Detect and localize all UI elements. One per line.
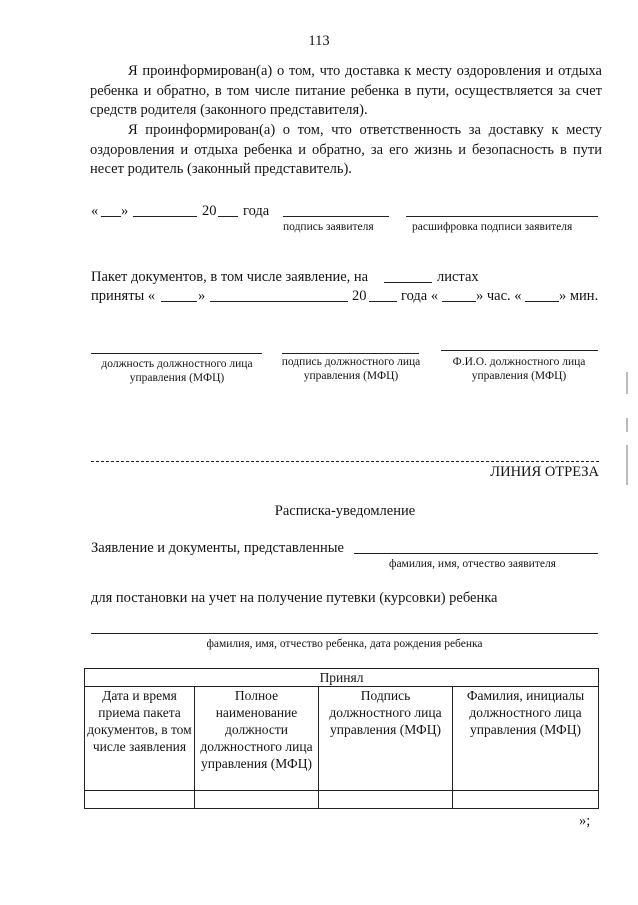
receipt-table-header-row: [85, 669, 599, 687]
month-blank[interactable]: [133, 216, 197, 217]
receipt-statement-prefix: Заявление и документы, представленные: [91, 540, 344, 556]
caption-official-signature: подпись должностного лица управления (МФЦ): [281, 356, 421, 382]
receipt-title: Расписка-уведомление: [274, 503, 416, 519]
caption-official-fio: Ф.И.О. должностного лица управления (МФЦ): [452, 356, 586, 382]
date-close-quote: »: [121, 203, 129, 219]
cell-fio-input[interactable]: [453, 791, 599, 809]
day-blank[interactable]: [101, 216, 121, 217]
package-line-1-text: Пакет документов, в том числе заявление, на: [91, 269, 369, 285]
caption-official-position: должность должностного лица управления (МФЦ): [101, 358, 253, 384]
column-fio: Фамилия, инициалы должностного лица управления (МФЦ): [453, 687, 599, 791]
info-paragraph-2-text: Я проинформирован(а) о том, что ответственность за доставку к месту оздоровления и отдыха ребенка и обратно, за его жизнь и безопасность в пути несет родитель (законный представитель).: [90, 122, 602, 177]
receipt-table-blank-row: [85, 791, 599, 809]
accepted-year-word: года «: [401, 288, 439, 304]
cell-position-input[interactable]: [195, 791, 319, 809]
receipt-table-columns-row: [85, 687, 599, 791]
closing-mark: »;: [579, 813, 591, 829]
applicant-signature-line[interactable]: [283, 216, 389, 217]
caption-applicant-name: фамилия, имя, отчество заявителя: [389, 558, 556, 570]
cut-dashed-line: [91, 461, 599, 462]
scan-edge-mark: [626, 372, 628, 394]
package-line-1-suffix: листах: [437, 269, 479, 285]
receipt-purpose-text: для постановки на учет на получение путевки (курсовки) ребенка: [91, 590, 498, 606]
year-blank[interactable]: [218, 216, 238, 217]
column-date-time: Дата и время приема пакета документов, в том числе заявления: [85, 687, 195, 791]
date-year-prefix: 20: [202, 203, 217, 219]
sheets-count-blank[interactable]: [384, 282, 432, 283]
scan-edge-mark: [626, 418, 628, 432]
date-year-word: года: [243, 203, 270, 219]
official-signature-line[interactable]: [282, 353, 419, 354]
cell-signature-input[interactable]: [319, 791, 453, 809]
receipt-table: [84, 668, 599, 809]
child-info-line[interactable]: [91, 633, 598, 634]
date-open-quote: «: [91, 203, 99, 219]
accepted-close-quote: »: [198, 288, 206, 304]
accepted-year-prefix: 20: [352, 288, 367, 304]
caption-signature-decoding: расшифровка подписи заявителя: [412, 221, 573, 233]
applicant-signature-decoding-line[interactable]: [406, 216, 598, 217]
page-number: 113: [308, 33, 330, 49]
receipt-table-header: Принял: [85, 669, 599, 687]
accepted-day-blank[interactable]: [161, 301, 197, 302]
official-fio-line[interactable]: [441, 350, 598, 351]
cut-line-label: ЛИНИЯ ОТРЕЗА: [490, 464, 599, 480]
caption-applicant-signature: подпись заявителя: [283, 221, 374, 233]
applicant-name-line[interactable]: [354, 553, 598, 554]
cell-date-time-input[interactable]: [85, 791, 195, 809]
accepted-minute-label: » мин.: [559, 288, 599, 304]
accepted-year-blank[interactable]: [369, 301, 397, 302]
official-position-line[interactable]: [91, 353, 262, 354]
info-paragraph-2: [90, 121, 602, 180]
column-position: Полное наименование должности должностного лица управления (МФЦ): [195, 687, 319, 791]
scan-edge-mark: [626, 445, 628, 485]
info-paragraph-1: [90, 62, 602, 121]
accepted-minute-blank[interactable]: [525, 301, 559, 302]
accepted-month-blank[interactable]: [210, 301, 348, 302]
column-signature: Подпись должностного лица управления (МФЦ): [319, 687, 453, 791]
accepted-hour-label: » час. «: [476, 288, 522, 304]
info-paragraph-1-text: Я проинформирован(а) о том, что доставка к месту оздоровления и отдыха ребенка и обратно, в том числе питание ребенка в пути, осуществляется за счет средств родителя (законного представителя).: [90, 63, 602, 118]
package-accepted-prefix: приняты «: [91, 288, 156, 304]
caption-child-info: фамилия, имя, отчество ребенка, дата рождения ребенка: [206, 638, 483, 650]
accepted-hour-blank[interactable]: [442, 301, 476, 302]
